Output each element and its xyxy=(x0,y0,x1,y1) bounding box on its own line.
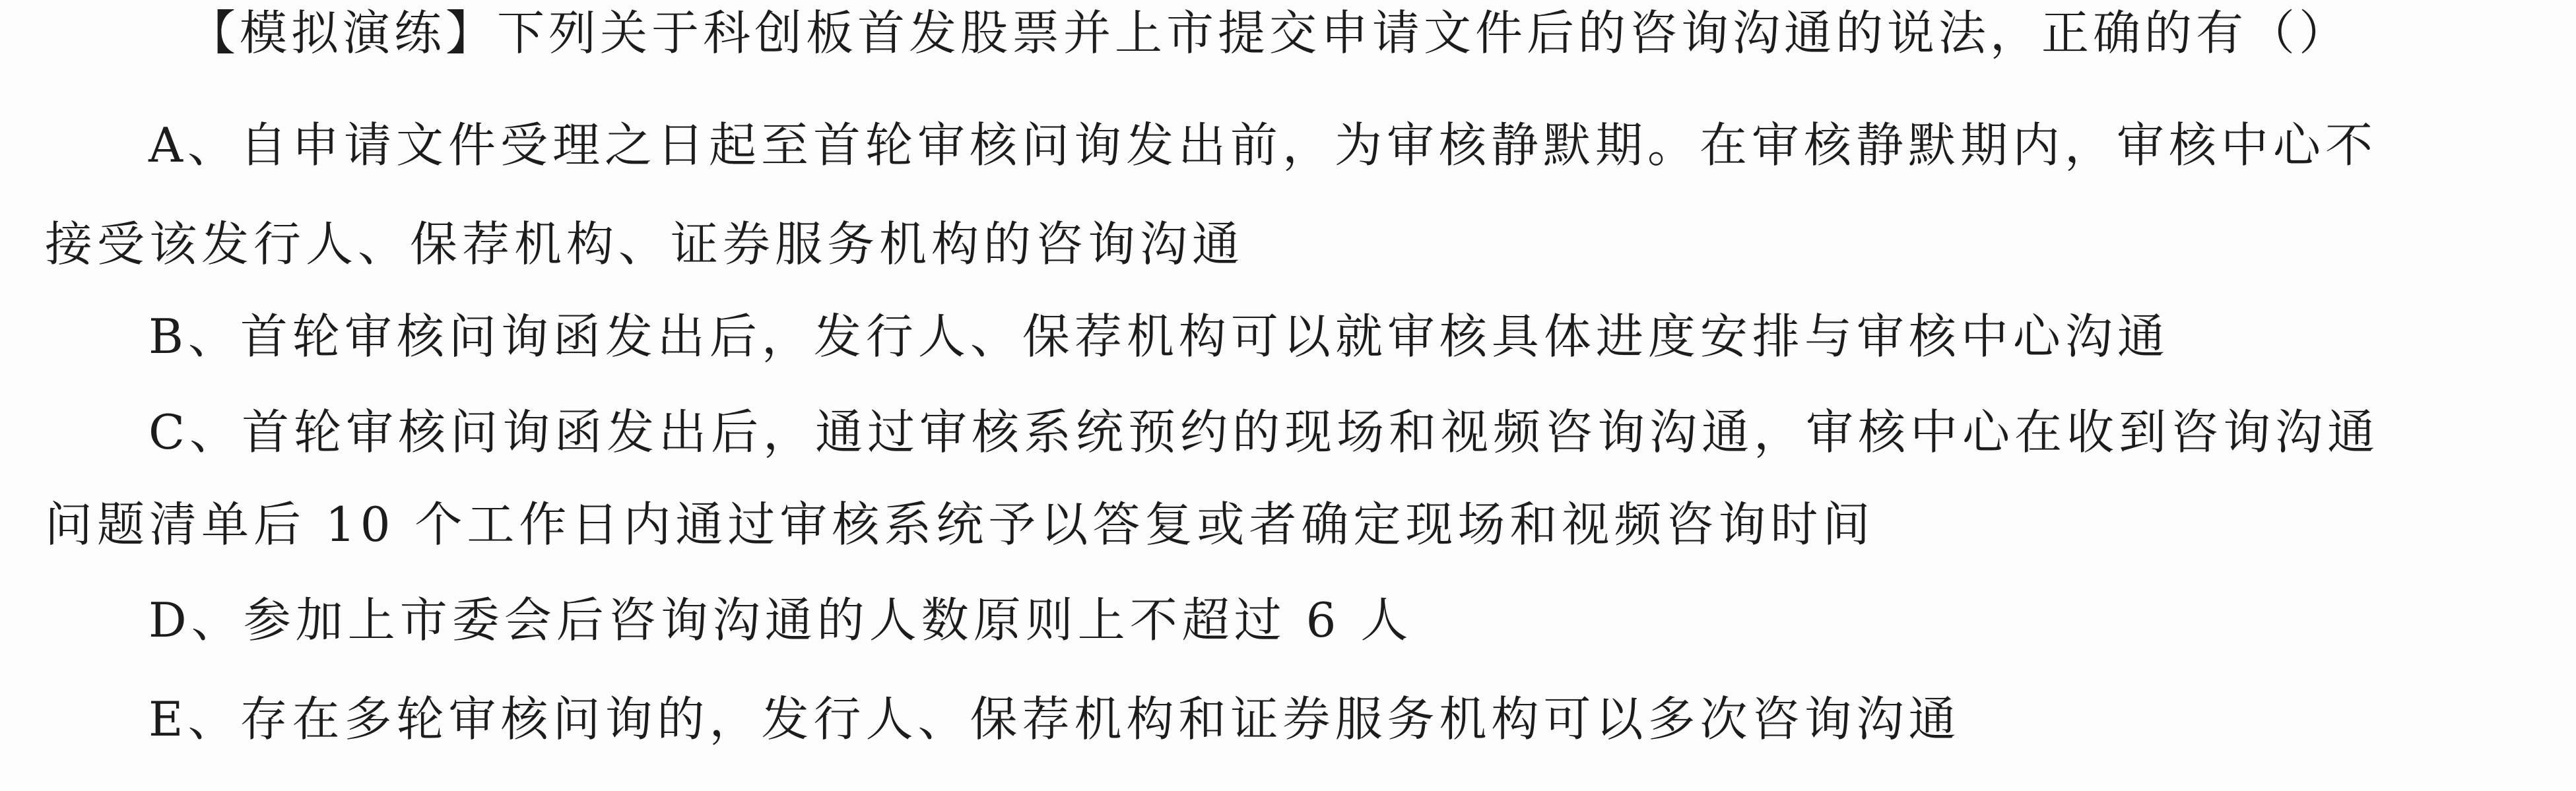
option-a-line-2: 接受该发行人、保荐机构、证券服务机构的咨询沟通 xyxy=(45,216,1245,272)
option-e: E、存在多轮审核问询的，发行人、保荐机构和证券服务机构可以多次咨询沟通 xyxy=(149,691,1961,747)
question-title: 【模拟演练】下列关于科创板首发股票并上市提交申请文件后的咨询沟通的说法，正确的有（） xyxy=(188,5,2351,61)
option-c-line-1: C、首轮审核问询函发出后，通过审核系统预约的现场和视频咨询沟通，审核中心在收到咨询沟通 xyxy=(149,404,2380,460)
option-b: B、首轮审核问询函发出后，发行人、保荐机构可以就审核具体进度安排与审核中心沟通 xyxy=(149,309,2169,364)
option-d: D、参加上市委会后咨询沟通的人数原则上不超过 6 人 xyxy=(149,592,1413,648)
option-c-line-2: 问题清单后 10 个工作日内通过审核系统予以答复或者确定现场和视频咨询时间 xyxy=(45,497,1875,552)
option-a-line-1: A、自申请文件受理之日起至首轮审核问询发出前，为审核静默期。在审核静默期内，审核中心不 xyxy=(149,117,2377,173)
